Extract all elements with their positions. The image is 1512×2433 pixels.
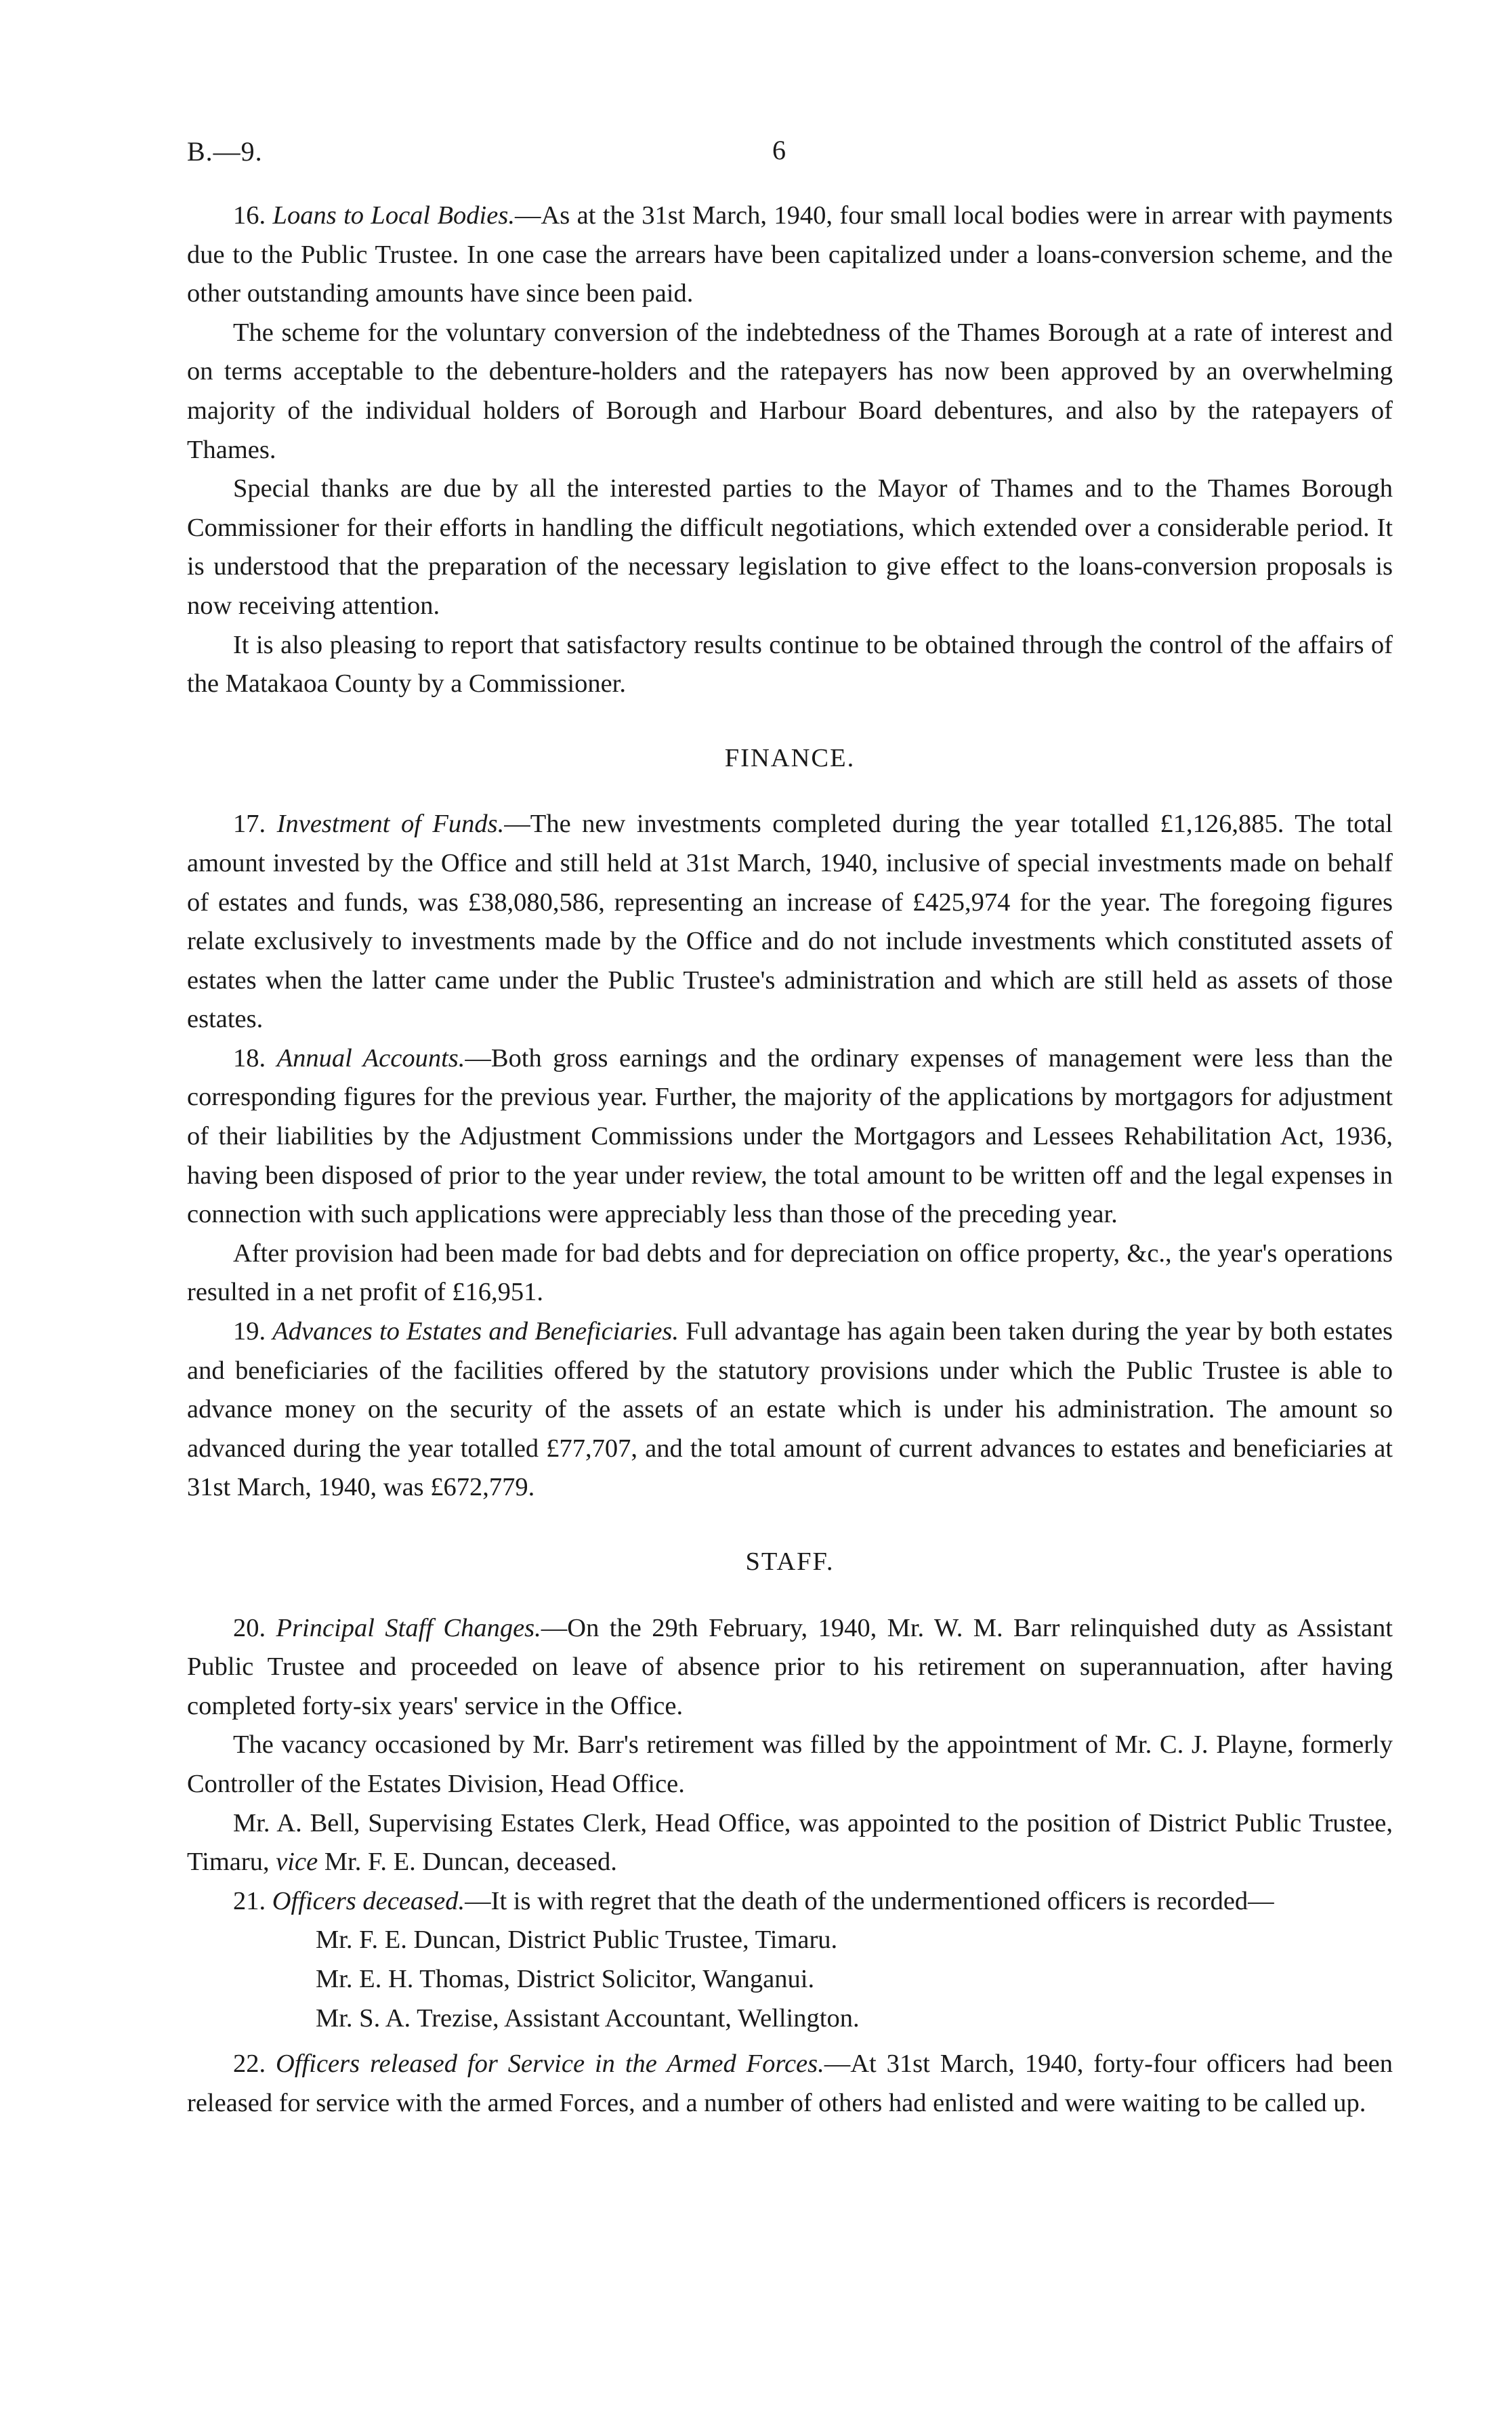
section-22-para-1: [187, 2045, 1393, 2123]
vice-word: vice: [276, 1848, 318, 1877]
section-title: Officers released for Service in the Armed Forces.: [276, 2050, 824, 2079]
section-title: Loans to Local Bodies.: [272, 201, 515, 230]
paragraph-text: —It is with regret that the death of the undermentioned officers is recorded—: [465, 1886, 1274, 1915]
section-number: 22.: [233, 2050, 266, 2079]
section-18-para-1: [187, 1039, 1393, 1234]
paragraph-text: Mr. A. Bell, Supervising Estates Clerk, Head Office, was appointed to the position of District Public Trustee, Timaru,: [187, 1808, 1393, 1877]
section-number: 18.: [233, 1043, 266, 1073]
paragraph-text: Mr. F. E. Duncan, deceased.: [318, 1848, 617, 1877]
section-16-para-3: Special thanks are due by all the interested parties to the Mayor of Thames and to the Thames Borough Commissioner for their efforts in handling the difficult negotiations, which extended over a considerable period. It is understood that the preparation of the necessary legislation to give effect to the loans-conversion proposals is now receiving attention.: [187, 474, 1393, 620]
section-20-para-3: [187, 1804, 1393, 1882]
section-title: Advances to Estates and Beneficiaries.: [272, 1317, 679, 1346]
list-item: Mr. S. A. Trezise, Assistant Accountant, Wellington.: [316, 2003, 860, 2033]
paragraph-text: —The new investments completed during the year totalled £1,126,885. The total amount invested by the Office and still held at 31st March, 1940, inclusive of special investments made on behalf of estates and funds, was £38,080,586, representing an increase of £425,974 for the year. The foregoing figures relate exclusively to investments made by the Office and do not include investments which constituted assets of estates when the latter came under the Public Trustee's administration and which are still held as assets of those estates.: [187, 810, 1393, 1034]
section-title: Officers deceased.: [272, 1886, 465, 1915]
section-number: 19.: [233, 1317, 266, 1346]
section-20-para-1: [187, 1609, 1393, 1726]
section-16-para-4: It is also pleasing to report that satisfactory results continue to be obtained through the control of the affairs of the Matakaoa County by a Commissioner.: [187, 630, 1393, 699]
page-number: 6: [772, 135, 786, 165]
paragraph-text: —As at the 31st March, 1940, four small local bodies were in arrear with payments due to the Public Trustee. In one case the arrears have been capitalized under a loans-conversion scheme, and the other outstanding amounts have since been paid.: [187, 201, 1393, 308]
section-number: 21.: [233, 1886, 266, 1915]
document-reference: B.—9.: [187, 136, 263, 167]
section-17-para-1: [187, 805, 1393, 1039]
list-item: Mr. F. E. Duncan, District Public Trustee, Timaru.: [316, 1926, 838, 1955]
paragraph-text: Full advantage has again been taken during the year by both estates and beneficiaries of the facilities offered by the statutory provisions under which the Public Trustee is able to advance money on the security of the assets of an estate which is under his administration. The amount so advanced during the year totalled £77,707, and the total amount of current advances to estates and beneficiaries at 31st March, 1940, was £672,779.: [187, 1317, 1393, 1502]
section-21-para-1: [187, 1882, 1393, 1921]
document-body: [187, 196, 1393, 2123]
section-16-para-1: [187, 196, 1393, 314]
section-number: 17.: [233, 810, 266, 839]
section-19-para-1: [187, 1312, 1393, 1507]
finance-heading: FINANCE.: [724, 743, 856, 772]
section-number: 20.: [233, 1613, 266, 1642]
section-title: Principal Staff Changes.: [276, 1613, 541, 1642]
section-16-para-2: The scheme for the voluntary conversion of the indebtedness of the Thames Borough at a rate of interest and on terms acceptable to the debenture-holders and the ratepayers has now been approved by an overwhelming majority of the individual holders of Borough and Harbour Board debentures, and also by the ratepayers of Thames.: [187, 318, 1393, 464]
section-number: 16.: [233, 201, 266, 230]
paragraph-text: —On the 29th February, 1940, Mr. W. M. Barr relinquished duty as Assistant Public Trustee and proceeded on leave of absence prior to his retirement on superannuation, after having completed forty-six years' service in the Office.: [187, 1613, 1393, 1720]
section-18-para-2: After provision had been made for bad debts and for depreciation on office property, &c., the year's operations resulted in a net profit of £16,951.: [187, 1239, 1393, 1307]
list-item: Mr. E. H. Thomas, District Solicitor, Wanganui.: [316, 1964, 815, 1993]
section-20-para-2: The vacancy occasioned by Mr. Barr's retirement was filled by the appointment of Mr. C. J. Playne, formerly Controller of the Estates Division, Head Office.: [187, 1730, 1393, 1798]
paragraph-text: —At 31st March, 1940, forty-four officers had been released for service with the armed Forces, and a number of others had enlisted and were waiting to be called up.: [187, 2050, 1393, 2117]
section-title: Annual Accounts.: [276, 1043, 465, 1073]
paragraph-text: —Both gross earnings and the ordinary expenses of management were less than the corresponding figures for the previous year. Further, the majority of the applications by mortgagors for adjustment of their liabilities by the Adjustment Commissions under the Mortgagors and Lessees Rehabilitation Act, 1936, having been disposed of prior to the year under review, the total amount to be written off and the legal expenses in connection with such applications were appreciably less than those of the preceding year.: [187, 1043, 1393, 1229]
staff-heading: STAFF.: [745, 1547, 835, 1576]
section-title: Investment of Funds.: [276, 810, 505, 839]
deceased-officers-list: [187, 1921, 1393, 2038]
